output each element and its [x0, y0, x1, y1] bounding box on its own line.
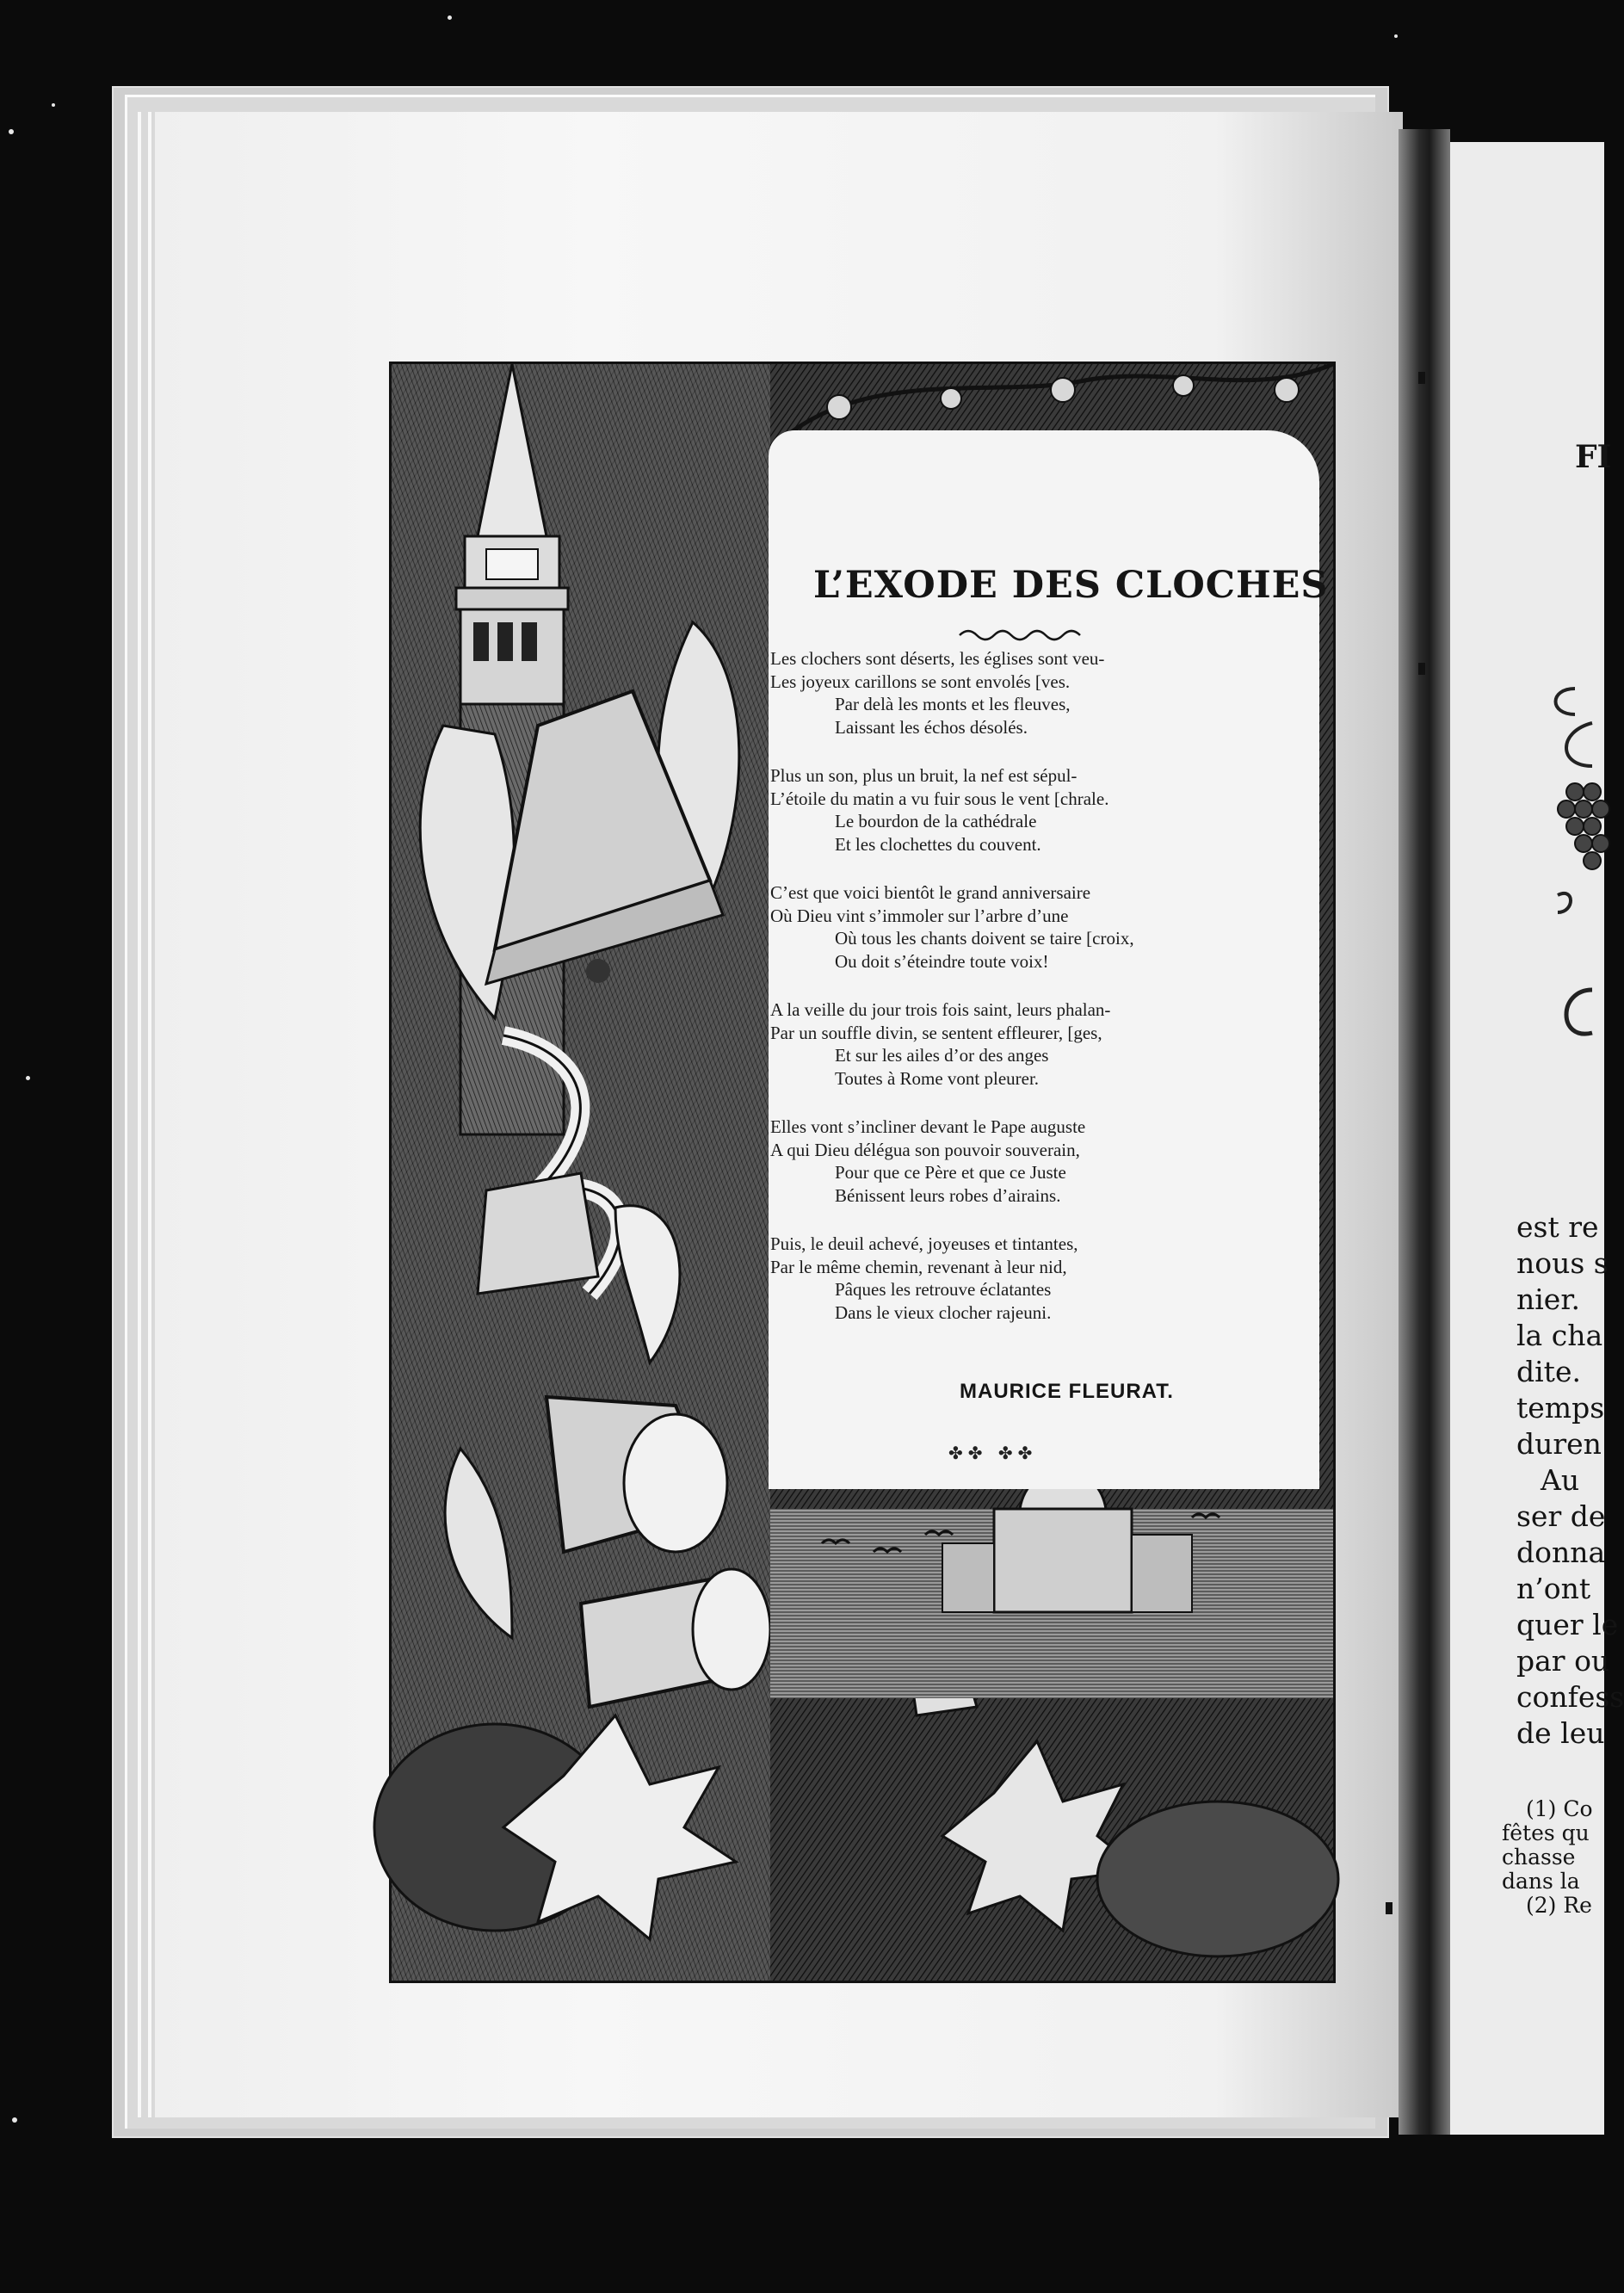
poem-stanza: [770, 998, 1278, 1090]
margin-mark: [1418, 663, 1425, 675]
body-line: donna: [1516, 1536, 1606, 1569]
body-line: Au: [1541, 1463, 1580, 1497]
margin-mark: [1386, 1902, 1392, 1914]
poem-line: Pâques les retrouve éclatantes: [835, 1279, 1052, 1300]
poem-line: L’étoile du matin a vu fuir sous le vent [chrale.: [770, 788, 1109, 809]
body-line: quer le: [1516, 1608, 1619, 1641]
body-line: duren: [1516, 1427, 1602, 1461]
body-line: par ou: [1516, 1644, 1610, 1678]
poem-line: Les joyeux carillons se sont envolés [ves.: [770, 671, 1071, 692]
right-page-footnotes: [1502, 1797, 1593, 1918]
poem-line: Laissant les échos désolés.: [835, 716, 1028, 738]
footnote-line: (2) Re: [1526, 1893, 1592, 1918]
poem-line: Par delà les monts et les fleuves,: [835, 694, 1071, 714]
poem-line: A qui Dieu délégua son pouvoir souverain,: [770, 1139, 1080, 1160]
title-flourish-icon: [960, 627, 1089, 644]
margin-mark: [1418, 372, 1425, 384]
body-line: nous s: [1516, 1246, 1609, 1280]
right-page-heading: FI: [1575, 439, 1612, 475]
poem-line: A la veille du jour trois fois saint, leurs phalan-: [770, 999, 1111, 1020]
poem-stanza: [770, 881, 1278, 973]
footnote-line: dans la: [1502, 1869, 1580, 1894]
film-speck: [1394, 34, 1398, 38]
poem-line: Le bourdon de la cathédrale: [835, 811, 1037, 831]
poem-author: MAURICE FLEURAT.: [960, 1380, 1174, 1403]
film-speck: [26, 1076, 30, 1080]
page-edge: [138, 112, 141, 2117]
body-line: ser de: [1516, 1499, 1606, 1533]
poem-line: Les clochers sont déserts, les églises sont veu-: [770, 648, 1105, 669]
poem-body: [770, 647, 1278, 1350]
poem-line: Puis, le deuil achevé, joyeuses et tintantes,: [770, 1233, 1078, 1254]
body-line: dite.: [1516, 1355, 1581, 1388]
book-gutter: [1399, 129, 1450, 2135]
poem-line: Et les clochettes du couvent.: [835, 833, 1041, 855]
poem-line: Plus un son, plus un bruit, la nef est sépul-: [770, 765, 1078, 786]
poem-stanza: [770, 1116, 1278, 1207]
poem-line: Où Dieu vint s’immoler sur l’arbre d’une: [770, 905, 1069, 926]
poem-end-ornament: ✤✤ ✤✤: [948, 1443, 1038, 1463]
right-page-body: [1516, 1209, 1624, 1752]
film-speck: [12, 2117, 17, 2123]
poem-line: Par le même chemin, revenant à leur nid,: [770, 1256, 1067, 1277]
poem-line: Par un souffle divin, se sentent effleurer, [ges,: [770, 1022, 1102, 1043]
footnote-line: chasse: [1502, 1845, 1576, 1870]
poem-line: Bénissent leurs robes d’airains.: [835, 1184, 1061, 1206]
footnote-line: (1) Co: [1526, 1796, 1593, 1821]
poem-line: Et sur les ailes d’or des anges: [835, 1045, 1049, 1066]
poem-line: Pour que ce Père et que ce Juste: [835, 1162, 1066, 1183]
poem-line: Toutes à Rome vont pleurer.: [835, 1067, 1040, 1089]
poem-line: Où tous les chants doivent se taire [croix,: [835, 928, 1134, 949]
poem-stanza: [770, 1233, 1278, 1324]
poem-line: Elles vont s’incliner devant le Pape auguste: [770, 1116, 1086, 1137]
poem-stanza: [770, 647, 1278, 739]
poem-line: C’est que voici bientôt le grand anniversaire: [770, 882, 1091, 903]
footnote-line: fêtes qu: [1502, 1820, 1590, 1845]
film-speck: [448, 15, 452, 20]
body-line: la cha: [1516, 1319, 1603, 1352]
body-line: de leu: [1516, 1716, 1605, 1750]
poem-line: Dans le vieux clocher rajeuni.: [835, 1301, 1052, 1323]
film-speck: [52, 103, 55, 107]
page-edge: [148, 112, 151, 2117]
film-speck: [9, 129, 14, 134]
body-line: n’ont: [1516, 1572, 1591, 1605]
body-line: temps: [1516, 1391, 1605, 1425]
poem-title: L’EXODE DES CLOCHES: [813, 564, 1329, 607]
body-line: est re: [1516, 1210, 1599, 1244]
poem-stanza: [770, 764, 1278, 856]
body-line: confess: [1516, 1680, 1624, 1714]
grape-vine-ornament-icon: [1541, 671, 1604, 1059]
poem-line: Ou doit s’éteindre toute voix!: [835, 950, 1049, 972]
body-line: nier.: [1516, 1282, 1580, 1316]
